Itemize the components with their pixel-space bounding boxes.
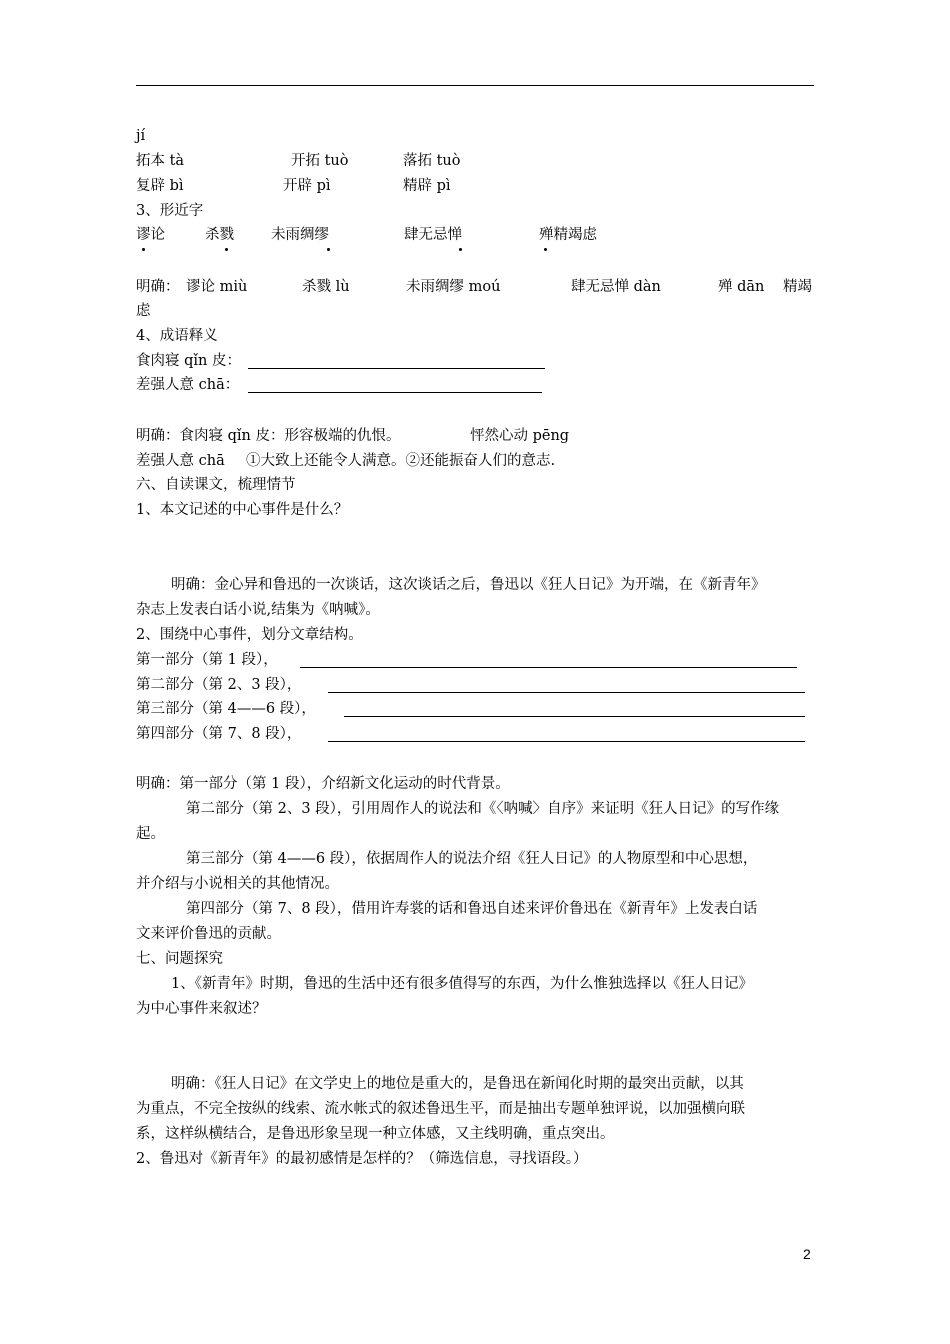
sec3-answer-5a: 殚 dān <box>718 279 765 295</box>
similar-word-2: 杀戮 <box>205 227 234 243</box>
sec6-answer-1-line2: 杂志上发表白话小说,结集为《呐喊》。 <box>136 602 380 618</box>
structure-answer-4-line1: 第四部分（第 7、8 段），借用许寿裳的话和鲁迅自述来评价鲁迅在《新青年》上发表白话 <box>186 901 758 917</box>
similar-word-4: 肆无忌惮 <box>404 227 462 243</box>
sec3-answer-4: 肆无忌惮 dàn <box>571 279 661 295</box>
answer-blank[interactable] <box>328 741 805 742</box>
structure-answer-4-line2: 文来评价鲁迅的贡献。 <box>136 926 281 942</box>
similar-word-3: 未雨绸缪 <box>271 227 329 243</box>
header-rule <box>136 85 814 86</box>
sec4-answer-pengran: 怦然心动 pēng <box>470 428 570 444</box>
sec3-answer-5b: 精竭 <box>783 279 812 295</box>
page-number: 2 <box>803 1246 811 1262</box>
sec4-answer-line2a: 差强人意 chā <box>136 453 225 469</box>
similar-word-5: 殚精竭虑 <box>539 227 597 243</box>
emphasis-dot <box>459 248 462 251</box>
emphasis-dot <box>225 248 228 251</box>
structure-part-1: 第一部分（第 1 段）， <box>136 652 278 668</box>
sec4-heading: 4、成语释义 <box>136 328 218 344</box>
answer-blank[interactable] <box>328 692 805 693</box>
answer-blank[interactable] <box>344 716 805 717</box>
bi-item-2: 开辟 pì <box>283 178 331 194</box>
idiom-question-2: 差强人意 chā： <box>136 377 240 393</box>
sec3-heading: 3、形近字 <box>136 203 204 219</box>
structure-part-4: 第四部分（第 7、8 段）， <box>136 726 302 742</box>
emphasis-dot <box>142 248 145 251</box>
bi-item-1: 复辟 bì <box>136 178 184 194</box>
sec3-answer-2: 杀戮 lù <box>302 279 350 295</box>
structure-answer-2-line1: 第二部分（第 2、3 段），引用周作人的说法和《〈呐喊〉自序》来证明《狂人日记》的写作缘 <box>186 801 780 817</box>
structure-answer-3-line1: 第三部分（第 4——6 段），依据周作人的说法介绍《狂人日记》的人物原型和中心思想， <box>186 851 758 867</box>
sec7-answer-line1: 明确：《狂人日记》在文学史上的地位是重大的，是鲁迅在新闻化时期的最突出贡献，以其 <box>171 1076 744 1092</box>
sec7-question-2: 2、鲁迅对《新青年》的最初感情是怎样的？（筛选信息，寻找语段。） <box>136 1151 588 1167</box>
idiom-question-1: 食肉寝 qǐn 皮： <box>136 353 241 369</box>
sec4-answer-line1: 明确：食肉寝 qǐn 皮：形容极端的仇恨。 <box>136 428 401 444</box>
sec6-answer-1-line1: 明确：金心异和鲁迅的一次谈话，这次谈话之后，鲁迅以《狂人日记》为开端，在《新青年》 <box>171 577 766 593</box>
answer-blank[interactable] <box>300 667 797 668</box>
structure-part-3: 第三部分（第 4——6 段）， <box>136 701 316 717</box>
sec3-answer-5c: 虑 <box>136 303 151 319</box>
structure-answer-1: 明确：第一部分（第 1 段），介绍新文化运动的时代背景。 <box>136 776 510 792</box>
similar-word-1: 谬论 <box>136 227 165 243</box>
sec3-answer-1: 谬论 miù <box>186 279 248 295</box>
emphasis-dot <box>544 248 547 251</box>
sec7-question-1-line2: 为中心事件来叙述？ <box>136 1001 267 1017</box>
sec7-answer-line2: 为重点，不完全按纵的线索、流水帐式的叙述鲁迅生平，而是抽出专题单独评说，以加强横向联 <box>136 1101 745 1117</box>
tuo-item-1: 拓本 tà <box>136 153 185 169</box>
sec6-question-1: 1、本文记述的中心事件是什么？ <box>136 502 349 518</box>
sec7-question-1-line1: 1、《新青年》时期，鲁迅的生活中还有很多值得写的东西，为什么惟独选择以《狂人日记》 <box>171 976 753 992</box>
sec3-answer-3: 未雨绸缪 moú <box>406 279 501 295</box>
answer-blank[interactable] <box>248 368 545 369</box>
tuo-item-2: 开拓 tuò <box>291 153 349 169</box>
sec3-answer-label: 明确： <box>136 279 180 295</box>
pinyin-ji: jí <box>136 128 146 144</box>
tuo-item-3: 落拓 tuò <box>403 153 461 169</box>
emphasis-dot <box>327 248 330 251</box>
structure-answer-3-line2: 并介绍与小说相关的其他情况。 <box>136 876 339 892</box>
bi-item-3: 精辟 pì <box>403 178 451 194</box>
sec6-heading: 六、自读课文，梳理情节 <box>136 477 296 493</box>
sec6-question-2: 2、围绕中心事件，划分文章结构。 <box>136 627 363 643</box>
structure-answer-2-line2: 起。 <box>136 826 165 842</box>
sec7-answer-line3: 系，这样纵横结合，是鲁迅形象呈现一种立体感，又主线明确，重点突出。 <box>136 1126 615 1142</box>
structure-part-2: 第二部分（第 2、3 段）， <box>136 677 302 693</box>
answer-blank[interactable] <box>248 392 542 393</box>
sec4-answer-line2b: ①大致上还能令人满意。②还能振奋人们的意志. <box>246 453 556 469</box>
sec7-heading: 七、问题探究 <box>136 951 223 967</box>
